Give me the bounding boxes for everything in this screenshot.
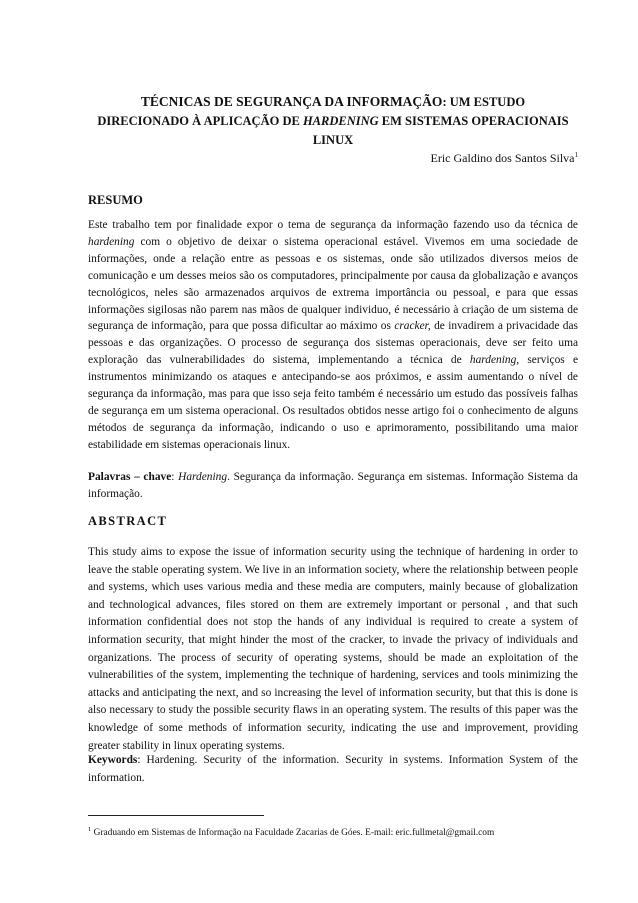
resumo-text-3: de invadirem a privacidade das pessoas e das organizações. O processo de segurança dos sistemas operacionais, deve ser feito uma exploração das vulnerabilidades do sistema, implementando a técnica de xyxy=(88,320,578,367)
author-line xyxy=(431,151,579,166)
title-line3: LINUX xyxy=(312,133,354,147)
resumo-heading: RESUMO xyxy=(88,193,143,207)
author-footnote-mark: 1 xyxy=(574,151,578,159)
resumo-text-1: Este trabalho tem por finalidade expor o tema de segurança da informação fazendo uso da técnica de xyxy=(88,219,578,231)
footnote-mark: 1 xyxy=(88,826,92,833)
title-line2-em: HARDENING xyxy=(302,114,379,128)
abstract-heading: ABSTRACT xyxy=(88,514,168,528)
resumo-text-2: com o objetivo de deixar o sistema operacional estável. Vivemos em uma sociedade de informações, onde a relação entre as pessoas e os sistemas, onde são utilizados diversos meios de comunicação e um desses meios são os computadores, principalmente por causa da globalização e avanços tecnológicos, neles são armazenados arquivos de extrema importância ou pessoal, e para que essas informações sigilosas não parem nas mãos de qualquer individuo, é necessário à criação de um sistema de segurança de informação, para que possa dificultar ao máximo os xyxy=(88,235,578,333)
abstract-paragraph: This study aims to expose the issue of information security using the technique of hardening in order to leave the stable operating system. We live in an information society, where the relationship between people and systems, which uses various media and these media are computers, mainly because of globalization and technological advances, files stored on them are extremely important or personal , and that such information confidential does not stop the hands of any individual is required to create a system of information security, that might hinder the most of the cracker, to invade the privacy of individuals and organizations. The process of security of operating systems, should be made an exploitation of the vulnerabilities of the system, implementing the technique of hardening, services and tools minimizing the attacks and anticipating the next, and so increasing the level of information security, but that this is done is also necessary to study the possible security flaws in an operating system. The results of this paper was the knowledge of some methods of information security, indicating the use and improvement, providing greater stability in linux operating systems. xyxy=(88,546,578,752)
resumo-em-2: cracker, xyxy=(394,320,431,333)
palavras-rest: . Segurança da informação. Segurança em sistemas. Informação Sistema da informação. xyxy=(88,471,578,500)
resumo-paragraph xyxy=(88,217,578,454)
footnote xyxy=(88,824,578,839)
keywords-rest: : Hardening. Security of the information. Security in systems. Information System of the information. xyxy=(88,754,578,784)
resumo-em-3: hardening, xyxy=(469,354,520,367)
footnote-text: Graduando em Sistemas de Informação na Faculdade Zacarias de Góes. E-mail: eric.fullmetal@gmail.com xyxy=(91,828,495,839)
palavras-colon: : xyxy=(171,471,179,483)
paper-title xyxy=(88,92,578,150)
palavras-chave-label: Palavras – chave xyxy=(88,471,172,483)
author-name: Eric Galdino dos Santos Silva xyxy=(430,151,575,165)
title-line2b: EM SISTEMAS OPERACIONAIS xyxy=(378,114,569,128)
footnote-divider xyxy=(88,815,264,816)
keywords xyxy=(88,752,578,787)
keywords-label: Keywords xyxy=(88,754,138,766)
resumo-em-1: hardening xyxy=(88,235,135,248)
palavras-em: Hardening xyxy=(178,471,228,483)
title-line2a: DIRECIONADO À APLICAÇÃO DE xyxy=(97,114,303,128)
resumo-text-4: serviços e instrumentos minimizando os ataques e antecipando-se aos próximos, e assim aumentando o nível de segurança da informação, mas para que isso seja feito também é necessário um estudo das possíveis falhas de segurança em um sistema operacional. Os resultados obtidos nesse artigo foi o conhecimento de alguns métodos de segurança da informação, indicando o uso e aprimoramento, possibilitando uma maior estabilidade em sistemas operacionais linux. xyxy=(88,354,578,451)
palavras-chave xyxy=(88,469,578,503)
title-part1: TÉCNICAS DE SEGURANÇA DA INFORMAÇÃO xyxy=(140,94,443,109)
title-part2: : UM ESTUDO xyxy=(442,95,526,109)
